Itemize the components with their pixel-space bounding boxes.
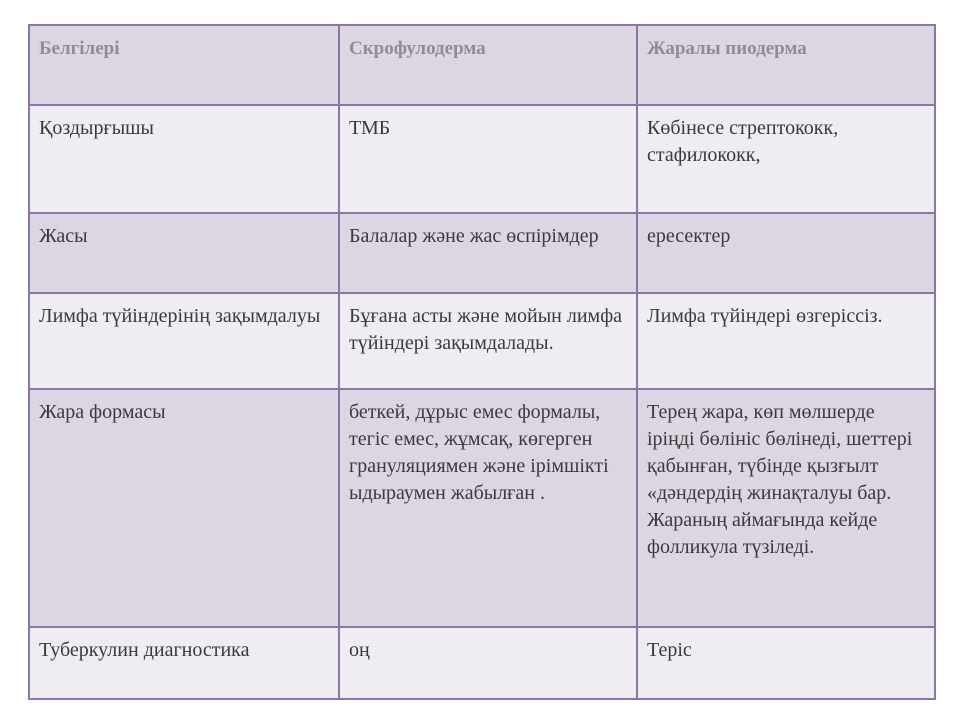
header-cell-features: Белгілері: [29, 25, 339, 105]
table-cell: Көбінесе стрептококк, стафилококк,: [637, 105, 935, 213]
table-cell: ТМБ: [339, 105, 637, 213]
table-cell: оң: [339, 627, 637, 699]
table-row-lymph-nodes: [29, 293, 935, 389]
table-cell: беткей, дұрыс емес формалы, тегіс емес, жұмсақ, көгерген грануляциямен және ірімшікті ыдыраумен жабылған .: [339, 389, 637, 627]
table-row-ulcer-form: [29, 389, 935, 627]
header-cell-ulcerative-pyoderma: Жаралы пиодерма: [637, 25, 935, 105]
table-cell: Лимфа түйіндерінің зақымдалуы: [29, 293, 339, 389]
table-cell: Туберкулин диагностика: [29, 627, 339, 699]
table-cell: Балалар және жас өспірімдер: [339, 213, 637, 293]
table-cell: Қоздырғышы: [29, 105, 339, 213]
comparison-table: [28, 24, 936, 700]
table-cell: Бұғана асты және мойын лимфа түйіндері зақымдалады.: [339, 293, 637, 389]
table-row-pathogen: [29, 105, 935, 213]
header-cell-scrofuloderma: Скрофулодерма: [339, 25, 637, 105]
table-cell: Терең жара, көп мөлшерде іріңді бөлініс бөлінеді, шеттері қабынған, түбінде қызғылт «дәндердің жинақталуы бар. Жараның аймағында кейде фолликула түзіледі.: [637, 389, 935, 627]
table-cell: ересектер: [637, 213, 935, 293]
table-row-tuberculin: [29, 627, 935, 699]
table-cell: Лимфа түйіндері өзгеріссіз.: [637, 293, 935, 389]
table-row-age: [29, 213, 935, 293]
table-cell: Теріс: [637, 627, 935, 699]
table-header-row: [29, 25, 935, 105]
table-cell: Жасы: [29, 213, 339, 293]
table-cell: Жара формасы: [29, 389, 339, 627]
